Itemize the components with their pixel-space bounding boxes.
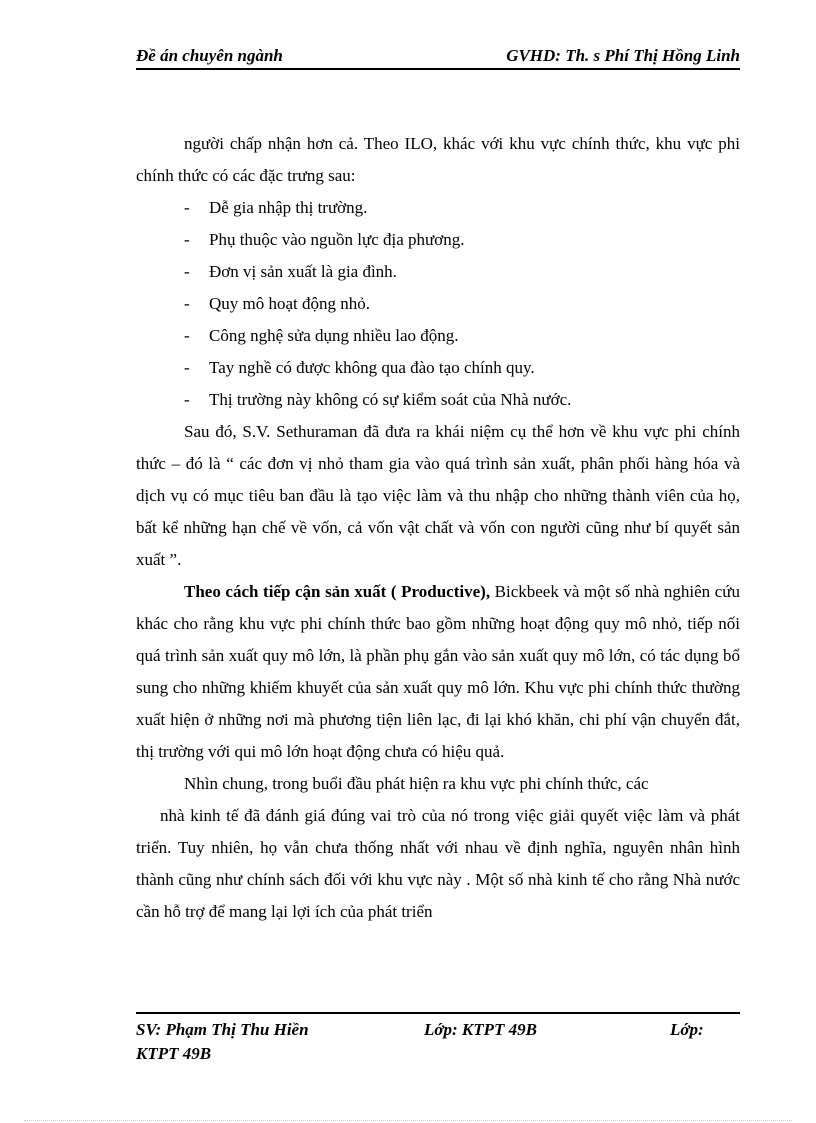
page-footer xyxy=(136,1012,740,1063)
paragraph-3-body: Bickbeek và một số nhà nghiên cứu khác cho rằng khu vực phi chính thức bao gồm những hoạt động quy mô nhỏ, tiếp nối quá trình sản xuất quy mô lớn, là phần phụ gắn vào sản xuất quy mô lớn, có tác dụng bổ sung cho những khiếm khuyết của sản xuất quy mô lớn. Khu vực phi chính thức thường xuất hiện ở những nơi mà phương tiện liên lạc, đi lại khó khăn, chi phí vận chuyển đắt, thị trường với qui mô lớn hoạt động chưa có hiệu quả. xyxy=(136,582,740,761)
header-supervisor: GVHD: Th. s Phí Thị Hồng Linh xyxy=(506,46,740,65)
list-item xyxy=(136,320,740,352)
footer-class-label: Lớp: xyxy=(670,1020,704,1039)
paragraph-3 xyxy=(136,576,740,768)
list-item-text: Công nghệ sửa dụng nhiều lao động. xyxy=(209,326,459,345)
page-header xyxy=(136,46,740,70)
paragraph-4-body: nhà kinh tế đã đánh giá đúng vai trò của nó trong việc giải quyết việc làm và phát triển. Tuy nhiên, họ vẫn chưa thống nhất với nhau về định nghĩa, nguyên nhân hình thành cũng như chính sách đối với khu vực này . Một số nhà kinh tế cho rằng Nhà nước cần hỗ trợ để mang lại lợi ích của phát triển xyxy=(136,806,740,921)
dash-bullet: - xyxy=(184,294,190,313)
paragraph-4-line-1: Nhìn chung, trong buổi đầu phát hiện ra khu vực phi chính thức, các xyxy=(184,774,649,793)
document-body xyxy=(136,128,740,928)
header-title: Đề án chuyên ngành xyxy=(136,46,283,65)
paragraph-1: người chấp nhận hơn cả. Theo ILO, khác với khu vực chính thức, khu vực phi chính thức có các đặc trưng sau: xyxy=(136,134,740,185)
list-item-text: Đơn vị sản xuất là gia đình. xyxy=(209,262,397,281)
list-item-text: Phụ thuộc vào nguồn lực địa phương. xyxy=(209,230,465,249)
list-item-text: Thị trường này không có sự kiểm soát của Nhà nước. xyxy=(209,390,572,409)
dash-bullet: - xyxy=(184,358,190,377)
list-item xyxy=(136,224,740,256)
footer-class: Lớp: KTPT 49B xyxy=(424,1020,537,1039)
characteristics-list xyxy=(136,192,740,416)
list-item xyxy=(136,288,740,320)
dash-bullet: - xyxy=(184,198,190,217)
list-item-text: Dễ gia nhập thị trường. xyxy=(209,198,368,217)
list-item xyxy=(136,192,740,224)
page-bottom-border xyxy=(24,1120,792,1121)
dash-bullet: - xyxy=(184,326,190,345)
paragraph-2: Sau đó, S.V. Sethuraman đã đưa ra khái niệm cụ thể hơn về khu vực phi chính thức – đó là “ các đơn vị nhỏ tham gia vào quá trình sản xuất, phân phối hàng hóa và dịch vụ có mục tiêu ban đầu là tạo việc làm và thu nhập cho những thành viên của họ, bất kể những hạn chế về vốn, cả vốn vật chất và vốn con người cũng như bí quyết sản xuất ”. xyxy=(136,422,740,569)
list-item-text: Quy mô hoạt động nhỏ. xyxy=(209,294,371,313)
list-item xyxy=(136,384,740,416)
dash-bullet: - xyxy=(184,262,190,281)
paragraph-3-lead: Theo cách tiếp cận sản xuất ( Productive), xyxy=(184,582,491,601)
footer-class-value: KTPT 49B xyxy=(136,1044,212,1063)
list-item xyxy=(136,352,740,384)
dash-bullet: - xyxy=(184,230,190,249)
list-item xyxy=(136,256,740,288)
footer-student: SV: Phạm Thị Thu Hiền xyxy=(136,1020,309,1039)
list-item-text: Tay nghề có được không qua đào tạo chính quy. xyxy=(209,358,535,377)
dash-bullet: - xyxy=(184,390,190,409)
